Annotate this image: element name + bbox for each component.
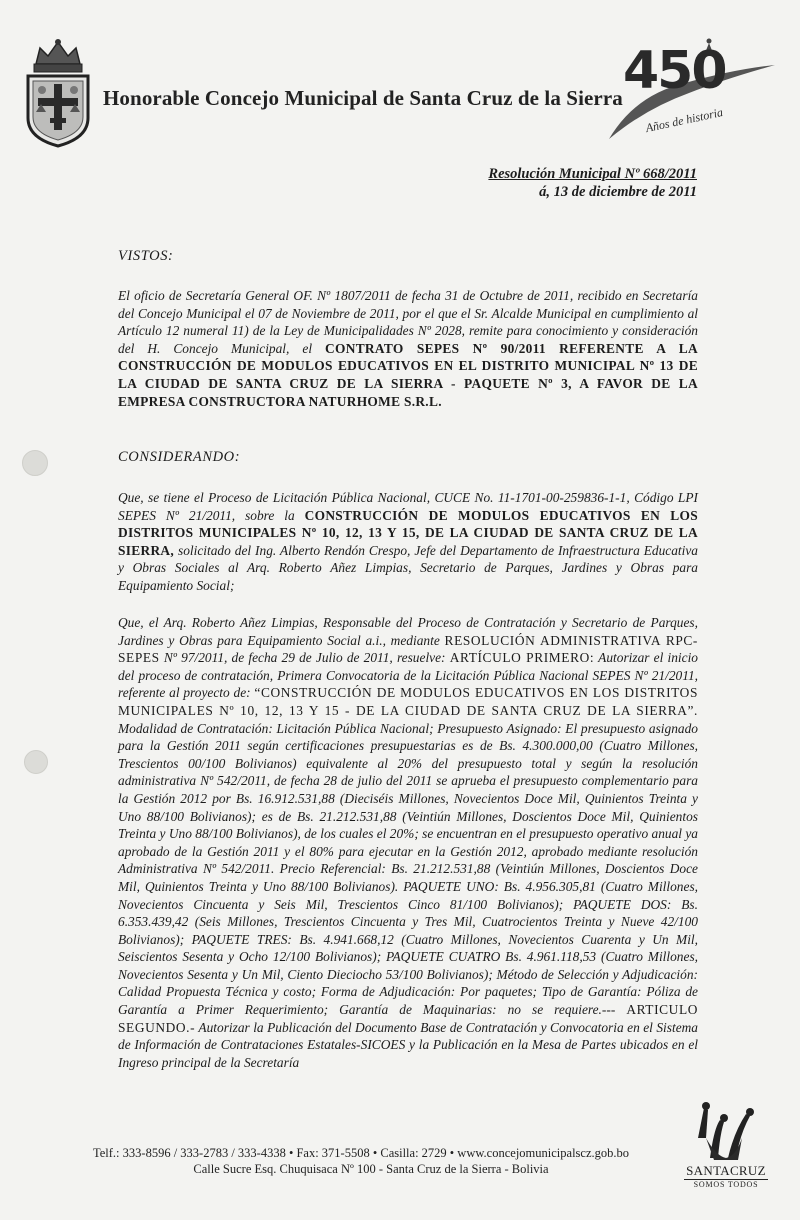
considerando-p2-text-b: Nº 97/2011, de fecha 29 de Julio de 2011, resuelve: — [163, 650, 446, 666]
brand-sub-text: SOMOS TODOS — [693, 1180, 759, 1189]
considerando-p2-project-name: “CONSTRUCCIÓN DE MODULOS EDUCATIVOS EN LOS DISTRITOS MUNICIPALES Nº 10, 12, 13 Y 15 - DE LA CIUDAD DE SANTA CRUZ DE LA SIERRA”. — [118, 685, 698, 718]
coat-of-arms-logo — [22, 38, 94, 148]
vistos-text: El oficio de Secretaría General OF. Nº 1807/2011 de fecha 31 de Octubre de 2011, recibido en Secretaría del Concejo Municipal el 07 de Noviembre de 2011, por el que el Sr. Alcalde Municipal en cumplimiento al Artículo 12 numeral 11) de la Ley de Municipalidades Nº 2028, remite para conocimiento y consideración del H. Concejo Municipal, el — [118, 288, 698, 356]
considerando-p2-article-two: ARTICULO SEGUNDO.- — [118, 1002, 698, 1035]
considerando-paragraph-1 — [118, 489, 698, 595]
considerando-p2-resolution-ref: RESOLUCIÓN ADMINISTRATIVA RPC-SEPES — [118, 632, 698, 666]
footer-address-line: Calle Sucre Esq. Chuquisaca Nº 100 - Santa Cruz de la Sierra - Bolivia — [193, 1162, 549, 1176]
resolution-date: á, 13 de diciembre de 2011 — [539, 184, 697, 200]
punch-hole-top — [22, 450, 48, 476]
considerando-p2-text-c: Autorizar el inicio del proceso de contratación, Primera Convocatoria de la Licitación Pública Nacional SEPES Nº 21/2011, referente al proyecto de: — [118, 650, 698, 701]
considerando-heading: CONSIDERANDO: — [118, 449, 241, 465]
considerando-p2-article-one: ARTÍCULO PRIMERO: — [449, 650, 595, 666]
resolution-number: Resolución Municipal Nº 668/2011 — [488, 166, 697, 182]
considerando-p1-text-a: Que, se tiene el Proceso de Licitación Pública Nacional, CUCE No. 11-1701-00-259836-1-1, Código LPI SEPES Nº 21/2011, sobre la — [118, 490, 698, 523]
considerando-p2-text-d: Modalidad de Contratación: Licitación Pública Nacional; Presupuesto Asignado: El presupuesto asignado para la Gestión 2011 según certificaciones presupuestarias es de Bs. 4.300.000,00 (Cuatro Millones, Trescientos 00/100 Bolivianos) equivalente al 20% del presupuesto total y según la resolución administrativa Nº 542/2011, de fecha 28 de julio del 2011 se aprueba el presupuesto complementario para la Gestión 2012 por Bs. 16.912.531,88 (Dieciséis Millones, Novecientos Doce Mil, Quinientos Treinta y Uno 88/100 Bolivianos); es de Bs. 21.212.531,88 (Veintiún Millones, Doscientos Doce Mil, Quinientos Treinta y Uno 88/100 Bolivianos), de los cuales el 20%; se encuentran en el presupuesto operativo anual ya aprobado de la Gestión 2011 y el 80% para ejecutar en la Gestión 2012, aprobado mediante resolución Administrativa Nº 542/2011. Precio Referencial: Bs. 21.212.531,88 (Veintiún Millones, Doscientos Doce Mil, Quinientos Treinta y Uno 88/100 Bolivianos). PAQUETE UNO: Bs. 4.956.305,81 (Cuatro Millones, Novecientos Cincuenta y Seis Mil, Trescientos Cinco 81/100 Bolivianos); PAQUETE DOS: Bs. 6.353.439,42 (Seis Millones, Trescientos Cincuenta y Tres Mil, Cuatrocientos Treinta y Nueve 42/100 Bolivianos); PAQUETE TRES: Bs. 4.941.668,12 (Cuatro Millones, Novecientos Cuarenta y Un Mil, Seiscientos Sesenta y Ocho 12/100 Bolivianos); PAQUETE CUATRO Bs. 4.961.118,53 (Cuatro Millones, Novecientos Sesenta y Un Mil, Ciento Dieciocho 53/100 Bolivianos); Método de Selección y Adjudicación: Calidad Propuesta Técnica y costo; Forma de Adjudicación: Por paquetes; Tipo de Garantía: Póliza de Garantía a Primer Requerimiento; Garantía de Maquinarias: no se requiere.--- — [118, 720, 698, 1018]
punch-hole-bottom — [24, 750, 48, 774]
anniversary-number: 450 — [623, 41, 726, 101]
considerando-p1-text-b: solicitado del Ing. Alberto Rendón Crespo, Jefe del Departamento de Infraestructura Educativa y Obras Sociales al Arq. Roberto Añez Limpias, Secretario de Parques, Jardines y Obras para Equipamiento Social; — [118, 542, 698, 593]
vistos-contract-title: CONTRATO SEPES Nº 90/2011 REFERENTE A LA CONSTRUCCIÓN DE MODULOS EDUCATIVOS EN EL DISTRITO MUNICIPAL Nº 13 DE LA CIUDAD DE SANTA CRUZ DE LA SIERRA - PAQUETE Nº 3, A FAVOR DE LA EMPRESA CONSTRUCTORA NATURHOME S.R.L. — [118, 340, 698, 409]
vistos-paragraph — [118, 287, 698, 410]
anniversary-text: Años de historia — [644, 104, 725, 136]
footer-contact-line: Telf.: 333-8596 / 333-2783 / 333-4338 • Fax: 371-5508 • Casilla: 2729 • www.concejomunicipalscz.gob.bo — [92, 1146, 630, 1160]
brand-main-text: SANTACRUZ — [686, 1163, 766, 1178]
organization-title: Honorable Concejo Municipal de Santa Cruz de la Sierra — [103, 86, 623, 110]
footer — [36, 1145, 686, 1177]
considerando-paragraph-2 — [118, 614, 698, 1071]
resolution-block — [488, 165, 697, 201]
santa-cruz-brand — [676, 1163, 776, 1189]
anniversary-logo — [605, 35, 780, 145]
considerando-p2-text-a: Que, el Arq. Roberto Añez Limpias, Responsable del Proceso de Contratación y Secretario de Parques, Jardines y Obras para Equipamiento Social a.i., mediante — [118, 615, 698, 648]
considerando-p1-project-title: CONSTRUCCIÓN DE MODULOS EDUCATIVOS EN LOS DISTRITOS MUNICIPALES Nº 10, 12, 13 Y 15, DE LA CIUDAD DE SANTA CRUZ DE LA SIERRA, — [118, 507, 698, 558]
vistos-heading: VISTOS: — [118, 248, 174, 264]
considerando-p2-text-e: Autorizar la Publicación del Documento Base de Contratación y Convocatoria en el Sistema de Información de Contrataciones Estatales-SICOES y la Publicación en la Mesa de Partes ubicados en el Ingreso principal de la Secretaría — [118, 1019, 698, 1070]
